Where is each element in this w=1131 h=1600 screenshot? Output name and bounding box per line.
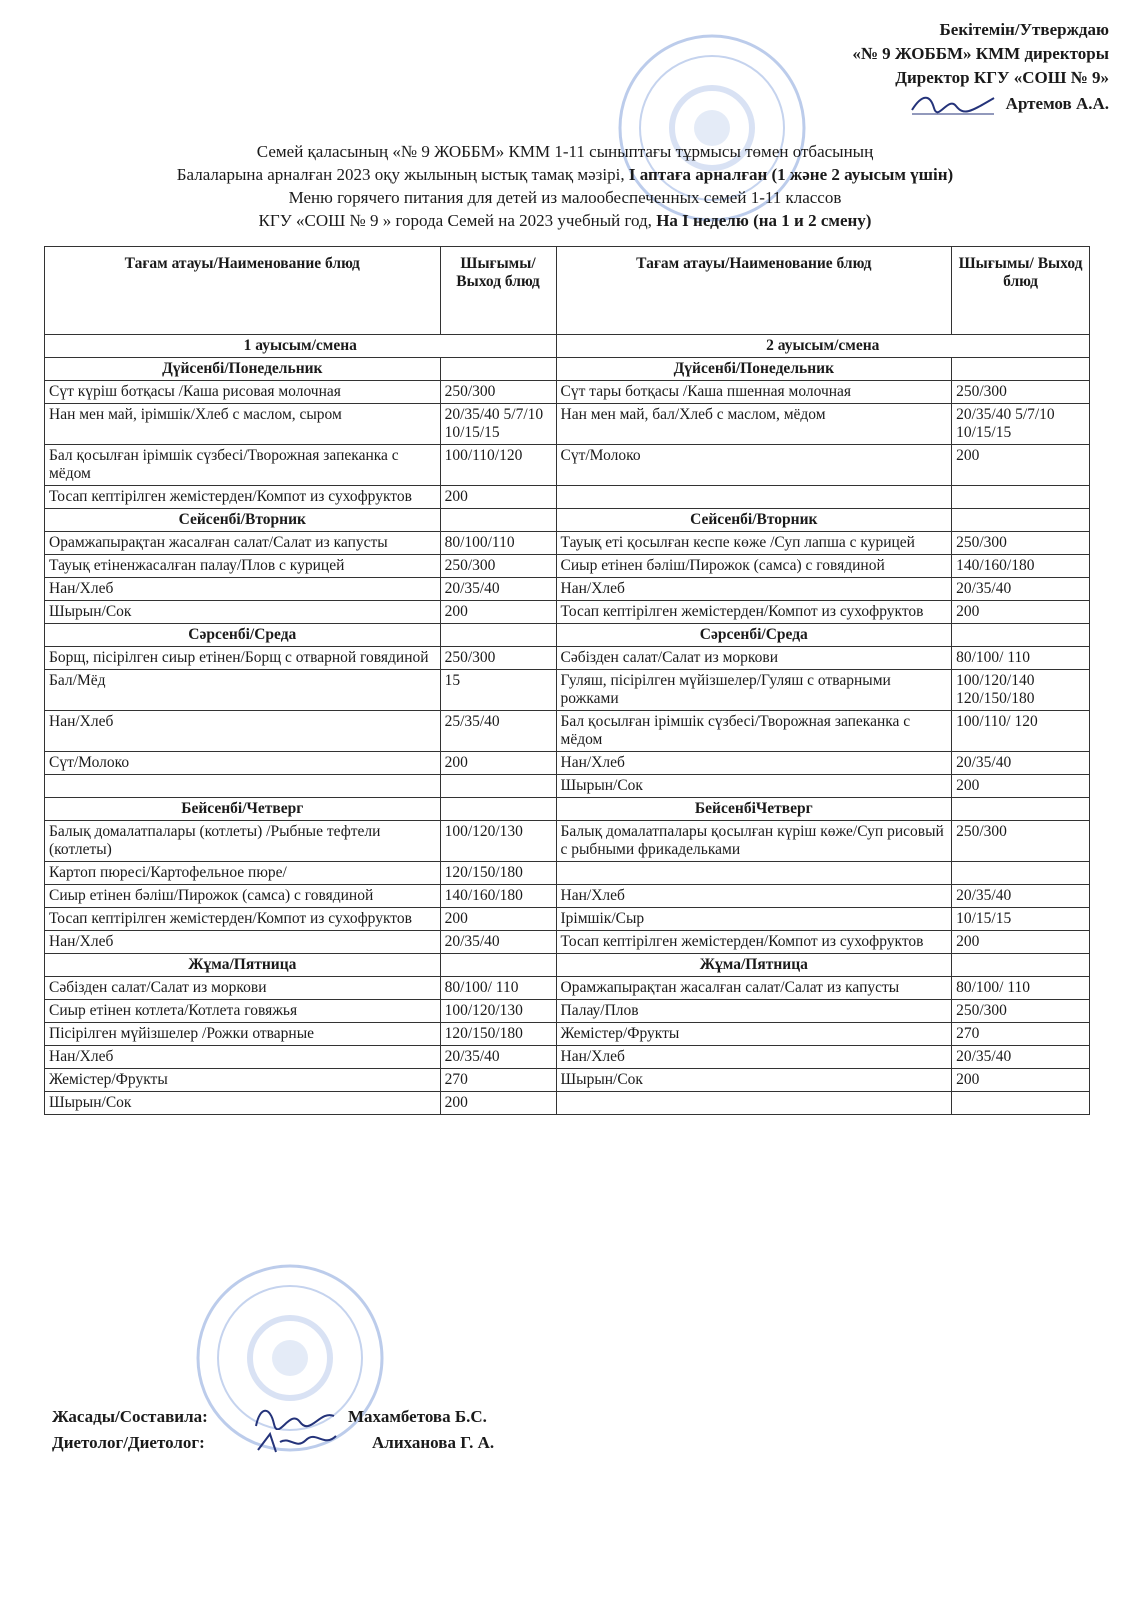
dish-cell: Тауық еті қосылған кеспе көже /Суп лапша с курицей <box>556 532 952 555</box>
yield-cell: 80/100/ 110 <box>440 977 556 1000</box>
day-label-shift1: Сәрсенбі/Среда <box>45 624 441 647</box>
dish-cell: Бал қосылған ірімшік сүзбесі/Творожная запеканка с мёдом <box>556 711 952 752</box>
day-label-shift1: Бейсенбі/Четверг <box>45 798 441 821</box>
dish-cell: Орамжапырақтан жасалған салат/Салат из капусты <box>556 977 952 1000</box>
menu-table-body <box>45 335 1090 1115</box>
table-row <box>45 578 1090 601</box>
day-yield-empty <box>952 509 1090 532</box>
composer-name: Махамбетова Б.С. <box>348 1407 487 1426</box>
yield-cell: 20/35/40 5/7/10 10/15/15 <box>952 404 1090 445</box>
director-signature-icon <box>908 90 998 118</box>
day-yield-empty <box>440 358 556 381</box>
table-row <box>45 1046 1090 1069</box>
table-row <box>45 711 1090 752</box>
menu-table <box>44 246 1090 1115</box>
dish-cell: Тосап кептірілген жемістерден/Компот из сухофруктов <box>45 486 441 509</box>
yield-cell: 200 <box>440 486 556 509</box>
yield-cell: 200 <box>440 752 556 775</box>
day-yield-empty <box>952 624 1090 647</box>
yield-cell <box>952 862 1090 885</box>
dish-cell <box>556 486 952 509</box>
day-label-shift2: Дүйсенбі/Понедельник <box>556 358 952 381</box>
dietitian-name: Алиханова Г. А. <box>372 1433 495 1452</box>
title-line-2-normal: Балаларына арналған 2023 оқу жылының ыстық тамақ мәзірі, <box>176 165 629 184</box>
approval-block <box>852 18 1109 118</box>
dish-cell: Тосап кептірілген жемістерден/Компот из сухофруктов <box>556 931 952 954</box>
table-row <box>45 445 1090 486</box>
dish-cell: Шырын/Сок <box>556 775 952 798</box>
yield-cell: 20/35/40 <box>440 578 556 601</box>
yield-cell: 200 <box>952 931 1090 954</box>
yield-cell: 140/160/180 <box>440 885 556 908</box>
menu-table-header-row <box>45 247 1090 335</box>
header-dish-shift2: Тағам атауы/Наименование блюд <box>556 247 952 335</box>
yield-cell: 250/300 <box>952 381 1090 404</box>
yield-cell: 120/150/180 <box>440 862 556 885</box>
yield-cell: 100/120/140 120/150/180 <box>952 670 1090 711</box>
dish-cell: Шырын/Сок <box>45 1092 441 1115</box>
dish-cell: Картоп пюресі/Картофельное пюре/ <box>45 862 441 885</box>
table-row <box>45 601 1090 624</box>
approval-line-1: Бекітемін/Утверждаю <box>939 20 1109 39</box>
table-row <box>45 752 1090 775</box>
day-label-shift2: БейсенбіЧетверг <box>556 798 952 821</box>
day-yield-empty <box>440 509 556 532</box>
dietitian-row <box>52 1430 494 1456</box>
dish-cell: Пісірілген мүйізшелер /Рожки отварные <box>45 1023 441 1046</box>
yield-cell: 20/35/40 <box>440 931 556 954</box>
yield-cell: 100/110/ 120 <box>952 711 1090 752</box>
day-label-shift1: Дүйсенбі/Понедельник <box>45 358 441 381</box>
yield-cell <box>440 775 556 798</box>
shift-1-label: 1 ауысым/смена <box>45 335 557 358</box>
day-header-row <box>45 624 1090 647</box>
yield-cell: 15 <box>440 670 556 711</box>
approval-line-3: Директор КГУ «СОШ № 9» <box>895 68 1109 87</box>
yield-cell: 10/15/15 <box>952 908 1090 931</box>
day-header-row <box>45 358 1090 381</box>
yield-cell: 100/120/130 <box>440 821 556 862</box>
yield-cell: 20/35/40 5/7/10 10/15/15 <box>440 404 556 445</box>
yield-cell: 200 <box>440 1092 556 1115</box>
composer-row <box>52 1404 494 1430</box>
day-label-shift1: Сейсенбі/Вторник <box>45 509 441 532</box>
shift-2-label: 2 ауысым/смена <box>556 335 1089 358</box>
yield-cell: 250/300 <box>440 555 556 578</box>
yield-cell: 250/300 <box>440 647 556 670</box>
yield-cell: 25/35/40 <box>440 711 556 752</box>
title-line-1: Семей қаласының «№ 9 ЖОББМ» КММ 1-11 сыныптағы тұрмысы төмен отбасының <box>256 142 874 161</box>
day-label-shift1: Жұма/Пятница <box>45 954 441 977</box>
yield-cell: 100/120/130 <box>440 1000 556 1023</box>
dish-cell: Сүт тары ботқасы /Каша пшенная молочная <box>556 381 952 404</box>
day-header-row <box>45 509 1090 532</box>
table-row <box>45 532 1090 555</box>
yield-cell: 270 <box>440 1069 556 1092</box>
dish-cell: Сүт/Молоко <box>45 752 441 775</box>
dish-cell: Нан/Хлеб <box>45 931 441 954</box>
table-row <box>45 555 1090 578</box>
table-row <box>45 486 1090 509</box>
dish-cell: Шырын/Сок <box>45 601 441 624</box>
dish-cell: Нан/Хлеб <box>45 578 441 601</box>
dish-cell: Сиыр етінен бәліш/Пирожок (самса) с говядиной <box>556 555 952 578</box>
yield-cell: 100/110/120 <box>440 445 556 486</box>
day-yield-empty <box>952 798 1090 821</box>
dish-cell: Сәбізден салат/Салат из моркови <box>45 977 441 1000</box>
dish-cell: Борщ, пісірілген сиыр етінен/Борщ с отварной говядиной <box>45 647 441 670</box>
title-line-2-bold: І аптаға арналған (1 және 2 ауысым үшін) <box>628 165 954 184</box>
dish-cell: Сиыр етінен бәліш/Пирожок (самса) с говядиной <box>45 885 441 908</box>
yield-cell: 20/35/40 <box>440 1046 556 1069</box>
dish-cell: Жемістер/Фрукты <box>45 1069 441 1092</box>
dish-cell: Гуляш, пісірілген мүйізшелер/Гуляш с отварными рожками <box>556 670 952 711</box>
approval-signature-row <box>852 90 1109 118</box>
title-line-4 <box>60 209 1070 232</box>
dish-cell: Сүт күріш ботқасы /Каша рисовая молочная <box>45 381 441 404</box>
dish-cell: Нан/Хлеб <box>556 885 952 908</box>
dish-cell: Нан мен май, ірімшік/Хлеб с маслом, сыром <box>45 404 441 445</box>
dish-cell: Ірімшік/Сыр <box>556 908 952 931</box>
dish-cell: Балық домалатпалары қосылған күріш көже/Суп рисовый с рыбными фрикадельками <box>556 821 952 862</box>
table-row <box>45 931 1090 954</box>
yield-cell <box>952 1092 1090 1115</box>
yield-cell: 200 <box>952 1069 1090 1092</box>
title-line-3: Меню горячего питания для детей из малообеспеченных семей 1-11 классов <box>288 188 842 207</box>
yield-cell: 250/300 <box>440 381 556 404</box>
table-row <box>45 404 1090 445</box>
yield-cell: 200 <box>952 445 1090 486</box>
table-row <box>45 670 1090 711</box>
table-row <box>45 821 1090 862</box>
dish-cell <box>45 775 441 798</box>
day-yield-empty <box>440 954 556 977</box>
dish-cell <box>556 1092 952 1115</box>
dish-cell <box>556 862 952 885</box>
yield-cell <box>952 486 1090 509</box>
yield-cell: 250/300 <box>952 821 1090 862</box>
dish-cell: Нан/Хлеб <box>556 1046 952 1069</box>
yield-cell: 200 <box>440 601 556 624</box>
day-yield-empty <box>952 358 1090 381</box>
approval-name: Артемов А.А. <box>1005 94 1109 113</box>
dish-cell: Балық домалатпалары (котлеты) /Рыбные тефтели (котлеты) <box>45 821 441 862</box>
dish-cell: Палау/Плов <box>556 1000 952 1023</box>
table-row <box>45 977 1090 1000</box>
signatures-footer <box>52 1404 494 1456</box>
yield-cell: 80/100/110 <box>440 532 556 555</box>
table-row <box>45 1092 1090 1115</box>
dish-cell: Тосап кептірілген жемістерден/Компот из сухофруктов <box>556 601 952 624</box>
dietitian-label: Диетолог/Диетолог: <box>52 1433 205 1452</box>
table-row <box>45 1069 1090 1092</box>
table-row <box>45 775 1090 798</box>
yield-cell: 270 <box>952 1023 1090 1046</box>
dish-cell: Бал қосылған ірімшік сүзбесі/Творожная запеканка с мёдом <box>45 445 441 486</box>
dish-cell: Жемістер/Фрукты <box>556 1023 952 1046</box>
yield-cell: 250/300 <box>952 1000 1090 1023</box>
day-label-shift2: Сейсенбі/Вторник <box>556 509 952 532</box>
day-yield-empty <box>952 954 1090 977</box>
table-row <box>45 1023 1090 1046</box>
yield-cell: 20/35/40 <box>952 1046 1090 1069</box>
dish-cell: Сүт/Молоко <box>556 445 952 486</box>
table-row <box>45 1000 1090 1023</box>
yield-cell: 20/35/40 <box>952 885 1090 908</box>
table-row <box>45 862 1090 885</box>
title-line-2 <box>60 163 1070 186</box>
header-yield-shift1: Шығымы/ Выход блюд <box>440 247 556 335</box>
yield-cell: 120/150/180 <box>440 1023 556 1046</box>
yield-cell: 80/100/ 110 <box>952 647 1090 670</box>
dish-cell: Орамжапырақтан жасалған салат/Салат из капусты <box>45 532 441 555</box>
document-title <box>60 140 1070 232</box>
yield-cell: 140/160/180 <box>952 555 1090 578</box>
composer-label: Жасады/Составила: <box>52 1407 208 1426</box>
composer-signature-icon <box>250 1404 340 1430</box>
yield-cell: 200 <box>952 601 1090 624</box>
day-header-row <box>45 954 1090 977</box>
yield-cell: 200 <box>952 775 1090 798</box>
yield-cell: 200 <box>440 908 556 931</box>
day-yield-empty <box>440 624 556 647</box>
title-line-4-bold: На I неделю (на 1 и 2 смену) <box>656 211 872 230</box>
dish-cell: Шырын/Сок <box>556 1069 952 1092</box>
dish-cell: Нан мен май, бал/Хлеб с маслом, мёдом <box>556 404 952 445</box>
table-row <box>45 885 1090 908</box>
dish-cell: Сәбізден салат/Салат из моркови <box>556 647 952 670</box>
header-dish-shift1: Тағам атауы/Наименование блюд <box>45 247 441 335</box>
day-label-shift2: Жұма/Пятница <box>556 954 952 977</box>
shift-row <box>45 335 1090 358</box>
dish-cell: Нан/Хлеб <box>556 752 952 775</box>
header-yield-shift2: Шығымы/ Выход блюд <box>952 247 1090 335</box>
dish-cell: Нан/Хлеб <box>556 578 952 601</box>
day-header-row <box>45 798 1090 821</box>
dish-cell: Тауық етіненжасалған палау/Плов с курицей <box>45 555 441 578</box>
yield-cell: 20/35/40 <box>952 752 1090 775</box>
table-row <box>45 647 1090 670</box>
table-row <box>45 908 1090 931</box>
dish-cell: Бал/Мёд <box>45 670 441 711</box>
dish-cell: Нан/Хлеб <box>45 1046 441 1069</box>
day-yield-empty <box>440 798 556 821</box>
dish-cell: Сиыр етінен котлета/Котлета говяжья <box>45 1000 441 1023</box>
title-line-4-normal: КГУ «СОШ № 9 » города Семей на 2023 учебный год, <box>258 211 657 230</box>
yield-cell: 20/35/40 <box>952 578 1090 601</box>
yield-cell: 80/100/ 110 <box>952 977 1090 1000</box>
dish-cell: Нан/Хлеб <box>45 711 441 752</box>
dish-cell: Тосап кептірілген жемістерден/Компот из сухофруктов <box>45 908 441 931</box>
day-label-shift2: Сәрсенбі/Среда <box>556 624 952 647</box>
table-row <box>45 381 1090 404</box>
approval-line-2: «№ 9 ЖОББМ» КММ директоры <box>852 44 1109 63</box>
dietitian-signature-icon <box>250 1430 340 1456</box>
yield-cell: 250/300 <box>952 532 1090 555</box>
